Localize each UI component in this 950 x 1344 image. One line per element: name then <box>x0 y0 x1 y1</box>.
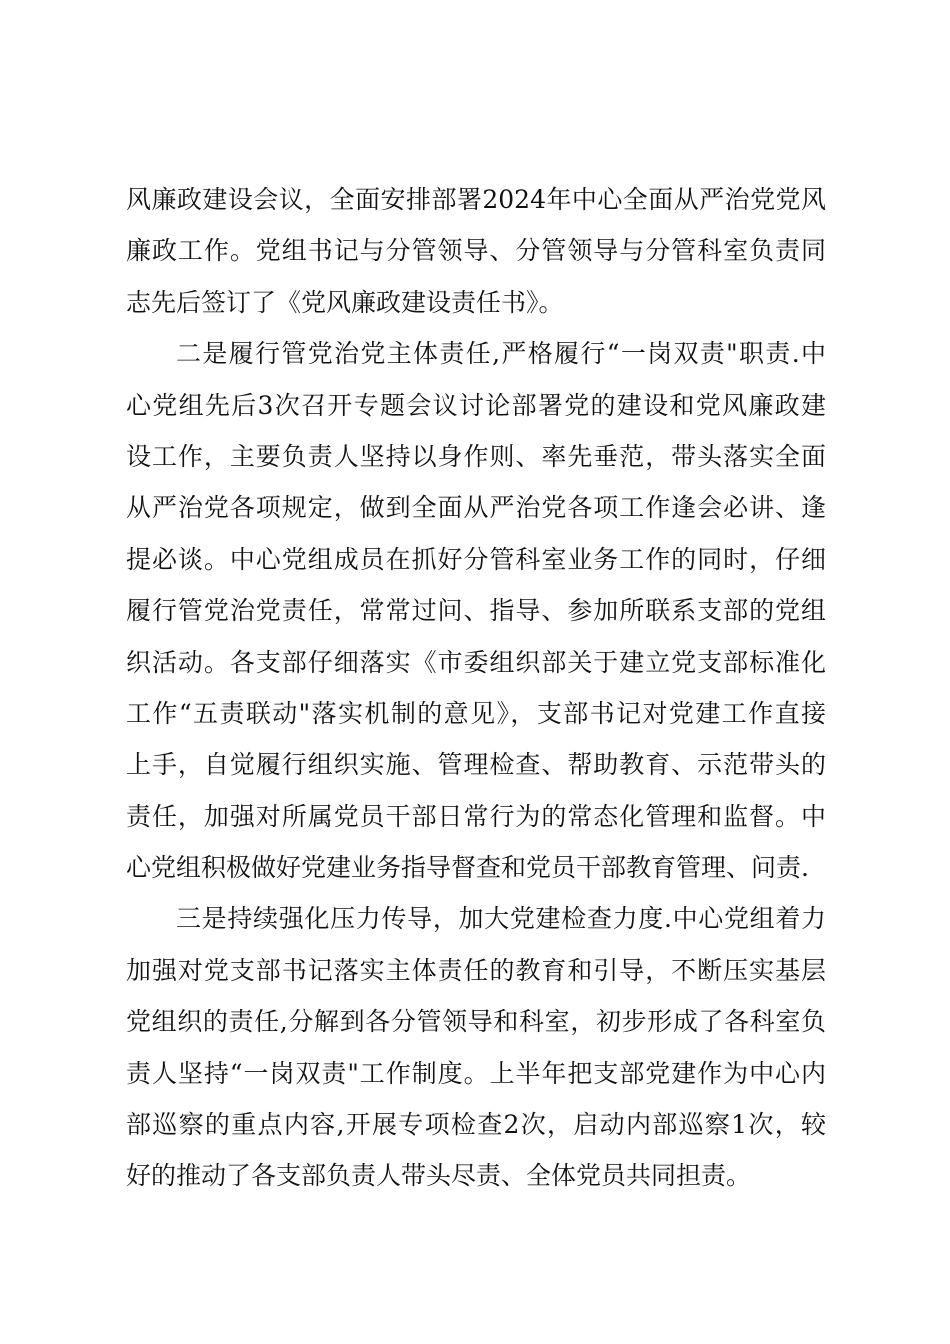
paragraph-first-line: 三是持续强化压力传导，加大党建检查力度.中心党组着力 <box>176 904 826 934</box>
text-line: 责任，加强对所属党员干部日常行为的常态化管理和监督。中 <box>126 801 826 831</box>
text-line: 加强对党支部书记落实主体责任的教育和引导，不断压实基层 <box>126 955 826 985</box>
text-line: 部巡察的重点内容,开展专项检查2次，启动内部巡察1次，较 <box>126 1110 826 1140</box>
paragraph-first-line: 二是履行管党治党主体责任,严格履行“一岗双责"职责.中 <box>176 339 826 369</box>
text-line: 织活动。各支部仔细落实《市委组织部关于建立党支部标准化 <box>126 647 826 677</box>
text-line: 设工作，主要负责人坚持以身作则、率先垂范，带头落实全面 <box>126 441 826 471</box>
text-line: 心党组积极做好党建业务指导督查和党员干部教育管理、问责. <box>126 853 809 883</box>
text-line: 心党组先后3次召开专题会议讨论部署党的建设和党风廉政建 <box>126 390 826 420</box>
text-line: 风廉政建设会议，全面安排部署2024年中心全面从严治党党风 <box>126 185 826 214</box>
document-body <box>126 174 826 1202</box>
text-line: 党组织的责任,分解到各分管领导和科室，初步形成了各科室负 <box>126 1007 826 1037</box>
text-line: 廉政工作。党组书记与分管领导、分管领导与分管科室负责同 <box>126 236 826 266</box>
text-line: 志先后签订了《党风廉政建设责任书》。 <box>126 287 564 317</box>
text-line: 从严治党各项规定，做到全面从严治党各项工作逢会必讲、逢 <box>126 493 826 523</box>
text-line: 工作“五责联动"落实机制的意见》，支部书记对党建工作直接 <box>126 698 826 728</box>
text-line: 上手，自觉履行组织实施、管理检查、帮助教育、示范带头的 <box>126 750 826 780</box>
text-line: 责人坚持“一岗双责"工作制度。上半年把支部党建作为中心内 <box>126 1058 826 1088</box>
text-line: 提必谈。中心党组成员在抓好分管科室业务工作的同时，仔细 <box>126 544 826 574</box>
text-line: 好的推动了各支部负责人带头尽责、全体党员共同担责。 <box>126 1161 752 1191</box>
text-line: 履行管党治党责任，常常过问、指导、参加所联系支部的党组 <box>126 596 826 626</box>
